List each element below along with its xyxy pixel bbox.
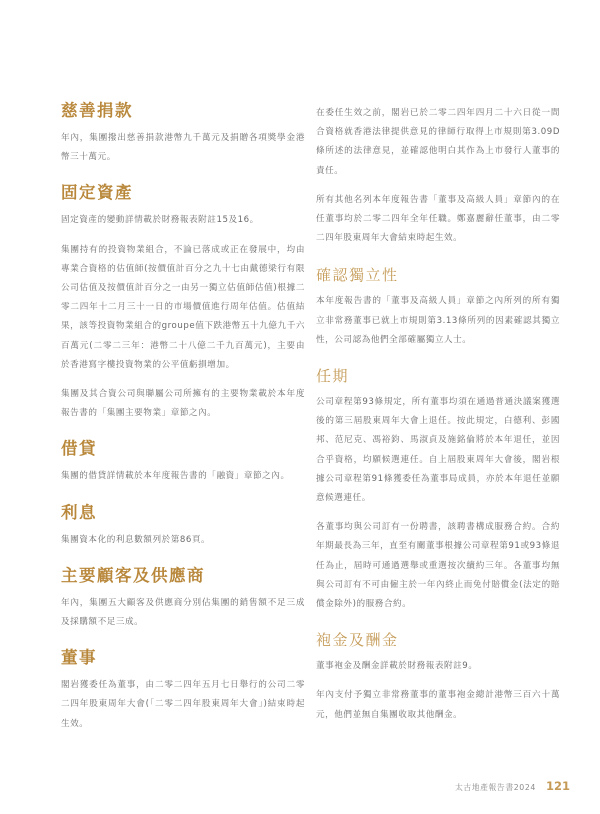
heading-interest: 利息: [61, 502, 97, 522]
paragraph: 年內支付予獨立非常務董事的董事袍金總計港幣三百六十萬元，他們並無自集團收取其他酬金。: [316, 690, 560, 720]
heading-fees-and-emoluments: 袍金及酬金: [316, 631, 399, 650]
heading-borrowings: 借貸: [61, 439, 97, 459]
paragraph: 公司章程第93條規定，所有董事均須在通過普通決議案獲選後的第三屆股東周年大會上退任。按此規定，白德利、彭國邦、范尼克、馮裕鈞、馬淑貞及施銘倫將於本年退任，並因合乎資格，均願候選連任。自上屆股東周年大會後，閣岩根據公司章程第91條獲委任為董事局成員，亦於本年退任並願意候選連任。: [316, 397, 560, 504]
section-fixed-assets: [61, 182, 305, 423]
paragraph: 在委任生效之前，閣岩已於二零二四年四月二十六日從一間合資格就香港法律提供意見的律師行取得上市規則第3.09D條所述的法律意見，並確認他明白其作為上市發行人董事的責任。: [316, 108, 560, 176]
section-fees-and-emoluments: [316, 629, 560, 725]
heading-fixed-assets: 固定資產: [61, 183, 133, 203]
paragraph: 集團持有的投資物業組合，不論已落成或正在發展中，均由專業合資格的估值師(按價值計百分之九十七由戴德梁行有限公司估值及按價值計百分之一由另一獨立估值師估值)根據二零二四年十二月三十一日的市場價值進行周年估值。估值結果，該等投資物業組合的groupe值下跌港幣五十九億九千六百萬元(二零二三年：港幣二十八億二千九百萬元)，主要由於香港寫字樓投資物業的公平值虧損增加。: [61, 244, 305, 370]
section-borrowings: [61, 438, 305, 486]
heading-confirmation-of-independence: 確認獨立性: [316, 266, 399, 285]
heading-charitable-donations: 慈善捐款: [61, 101, 133, 120]
section-charitable-donations: [61, 100, 305, 167]
paragraph: 集團及其合資公司與聯屬公司所擁有的主要物業載於本年度報告書的「集團主要物業」章節之內。: [61, 389, 305, 419]
paragraph: 閣岩獲委任為董事，由二零二四年五月七日舉行的公司二零二四年股東周年大會(「二零二四年股東周年大會」)結束時起生效。: [61, 680, 305, 729]
paragraph: 各董事均與公司訂有一份聘書，該聘書構成服務合約。合約年期最長為三年，直至有關董事根據公司章程第91或93條退任為止，屆時可通過選舉或重選按次續約三年。各董事均無與公司訂有不可由僱主於一年內終止而免付賠償金(法定的賠償金除外)的服務合約。: [316, 522, 560, 610]
left-column: [61, 100, 305, 749]
page-footer: [455, 779, 570, 793]
paragraph: 集團的借貸詳情載於本年度報告書的「融資」章節之內。: [61, 471, 290, 482]
section-major-customers-suppliers: [61, 565, 305, 632]
report-title: 太古地產報告書2024: [454, 783, 536, 792]
section-terms-of-office: [316, 365, 560, 614]
paragraph: 集團資本化的利息數額列於第86頁。: [61, 534, 211, 545]
heading-major-customers-suppliers: 主要顧客及供應商: [61, 565, 205, 585]
section-interest: [61, 502, 305, 550]
section-confirmation-of-independence: [316, 264, 560, 350]
heading-terms-of-office: 任期: [316, 367, 350, 386]
paragraph: 董事袍金及酬金詳載於財務報表附註9。: [316, 661, 478, 672]
page-number: 121: [545, 779, 570, 793]
paragraph: 所有其他名列本年度報告書「董事及高級人員」章節內的在任董事均於二零二四年全年任職。鄭嘉麗辭任董事，由二零二四年股東周年大會結束時起生效。: [316, 194, 560, 244]
paragraph: 固定資產的變動詳情載於財務報表附註15及16。: [61, 215, 259, 226]
paragraph: 年內，集團撥出慈善捐款港幣九千萬元及捐贈各項獎學金港幣三十萬元。: [61, 133, 305, 163]
section-directors: [61, 647, 305, 734]
paragraph: 本年度報告書的「董事及高級人員」章節之內所列的所有獨立非常務董事已就上市規則第3.13條所列的因素確認其獨立性，公司認為他們全部確屬獨立人士。: [316, 296, 560, 345]
heading-directors: 董事: [61, 648, 97, 668]
paragraph: 年內，集團五大顧客及供應商分別佔集團的銷售額不足三成及採購額不足三成。: [61, 597, 305, 628]
right-column: [316, 104, 560, 740]
